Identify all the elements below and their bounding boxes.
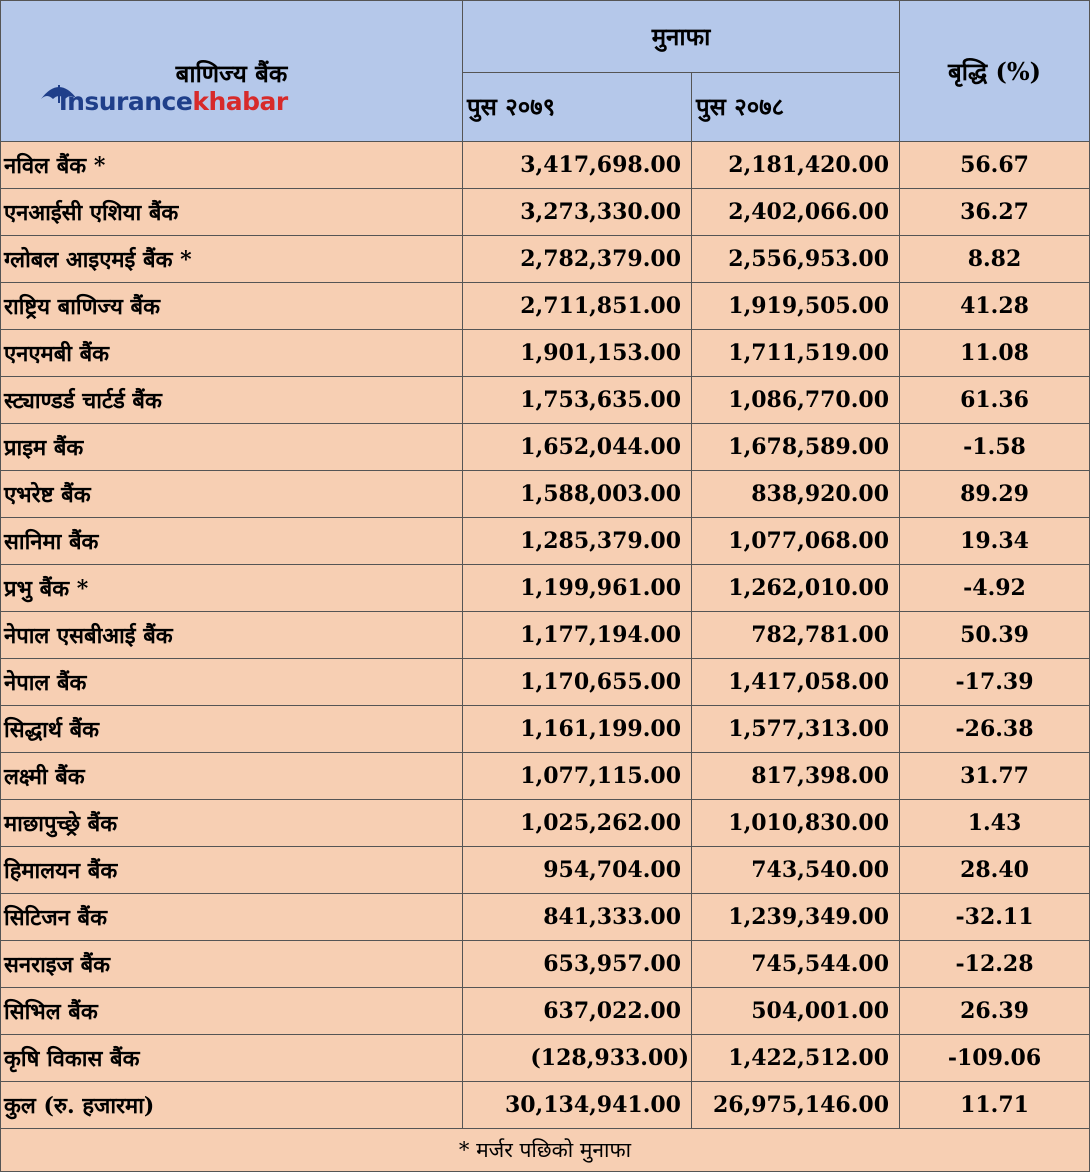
table-row xyxy=(1,941,1090,988)
profit-current-cell: 30,134,941.00 xyxy=(463,1082,692,1129)
bank-name-cell: सिभिल बैंक xyxy=(1,988,463,1035)
profit-previous-cell: 2,181,420.00 xyxy=(692,142,900,189)
table-row xyxy=(1,330,1090,377)
bank-name-cell: एनआईसी एशिया बैंक xyxy=(1,189,463,236)
growth-cell: -12.28 xyxy=(900,941,1090,988)
growth-cell: 26.39 xyxy=(900,988,1090,1035)
table-row xyxy=(1,471,1090,518)
bank-name-cell: नेपाल बैंक xyxy=(1,659,463,706)
profit-current-cell: 841,333.00 xyxy=(463,894,692,941)
profit-current-cell: 3,417,698.00 xyxy=(463,142,692,189)
bank-name-cell: ग्लोबल आइएमई बैंक * xyxy=(1,236,463,283)
profit-previous-cell: 504,001.00 xyxy=(692,988,900,1035)
profit-previous-cell: 1,077,068.00 xyxy=(692,518,900,565)
growth-cell: 50.39 xyxy=(900,612,1090,659)
growth-cell: 11.71 xyxy=(900,1082,1090,1129)
profit-previous-cell: 1,577,313.00 xyxy=(692,706,900,753)
bank-name-cell: कृषि विकास बैंक xyxy=(1,1035,463,1082)
bank-name-cell: सनराइज बैंक xyxy=(1,941,463,988)
profit-previous-cell: 1,262,010.00 xyxy=(692,565,900,612)
profit-previous-cell: 1,678,589.00 xyxy=(692,424,900,471)
profit-current-cell: (128,933.00) xyxy=(463,1035,692,1082)
profit-current-cell: 1,753,635.00 xyxy=(463,377,692,424)
profit-current-cell: 653,957.00 xyxy=(463,941,692,988)
bank-name-cell: नेपाल एसबीआई बैंक xyxy=(1,612,463,659)
profit-previous-cell: 1,010,830.00 xyxy=(692,800,900,847)
profit-previous-cell: 2,402,066.00 xyxy=(692,189,900,236)
profit-previous-cell: 1,919,505.00 xyxy=(692,283,900,330)
footnote: * मर्जर पछिको मुनाफा xyxy=(1,1129,1090,1172)
profit-current-cell: 1,588,003.00 xyxy=(463,471,692,518)
profit-current-cell: 2,782,379.00 xyxy=(463,236,692,283)
table-row xyxy=(1,1035,1090,1082)
growth-cell: -4.92 xyxy=(900,565,1090,612)
profit-current-cell: 3,273,330.00 xyxy=(463,189,692,236)
table-row xyxy=(1,565,1090,612)
profit-previous-cell: 745,544.00 xyxy=(692,941,900,988)
logo-text-khabar: khabar xyxy=(192,87,288,116)
profit-previous-cell: 1,711,519.00 xyxy=(692,330,900,377)
table-row xyxy=(1,189,1090,236)
growth-cell: 11.08 xyxy=(900,330,1090,377)
bank-name-cell: स्ट्याण्डर्ड चार्टर्ड बैंक xyxy=(1,377,463,424)
table-row xyxy=(1,283,1090,330)
profit-previous-cell: 838,920.00 xyxy=(692,471,900,518)
bank-column-title: बाणिज्य बैंक xyxy=(175,59,288,88)
growth-cell: 31.77 xyxy=(900,753,1090,800)
bank-name-cell: कुल (रु. हजारमा) xyxy=(1,1082,463,1129)
profit-previous-cell: 782,781.00 xyxy=(692,612,900,659)
profit-previous-cell: 1,417,058.00 xyxy=(692,659,900,706)
profit-current-cell: 1,077,115.00 xyxy=(463,753,692,800)
profit-current-cell: 1,025,262.00 xyxy=(463,800,692,847)
logo-text-insurance: insurance xyxy=(59,87,193,116)
table-row xyxy=(1,800,1090,847)
bank-name-cell: प्राइम बैंक xyxy=(1,424,463,471)
profit-current-cell: 1,285,379.00 xyxy=(463,518,692,565)
growth-column-header: बृद्धि (%) xyxy=(900,1,1090,142)
table-row xyxy=(1,236,1090,283)
bank-name-cell: हिमालयन बैंक xyxy=(1,847,463,894)
growth-cell: -17.39 xyxy=(900,659,1090,706)
table-body xyxy=(1,142,1090,1129)
table-row xyxy=(1,894,1090,941)
bank-name-cell: लक्ष्मी बैंक xyxy=(1,753,463,800)
profit-current-cell: 2,711,851.00 xyxy=(463,283,692,330)
growth-cell: 89.29 xyxy=(900,471,1090,518)
bank-name-cell: प्रभु बैंक * xyxy=(1,565,463,612)
growth-cell: -109.06 xyxy=(900,1035,1090,1082)
table-row xyxy=(1,847,1090,894)
bank-column-header xyxy=(1,1,463,142)
growth-cell: -32.11 xyxy=(900,894,1090,941)
bank-name-cell: नविल बैंक * xyxy=(1,142,463,189)
profit-group-header: मुनाफा xyxy=(463,1,900,73)
table-row xyxy=(1,706,1090,753)
growth-cell: 19.34 xyxy=(900,518,1090,565)
profit-current-cell: 1,177,194.00 xyxy=(463,612,692,659)
table-row xyxy=(1,753,1090,800)
total-row xyxy=(1,1082,1090,1129)
profit-previous-cell: 1,422,512.00 xyxy=(692,1035,900,1082)
bank-name-cell: एनएमबी बैंक xyxy=(1,330,463,377)
profit-previous-cell: 743,540.00 xyxy=(692,847,900,894)
profit-current-cell: 1,199,961.00 xyxy=(463,565,692,612)
growth-cell: 1.43 xyxy=(900,800,1090,847)
table-row xyxy=(1,142,1090,189)
profit-previous-cell: 1,239,349.00 xyxy=(692,894,900,941)
bank-name-cell: सिद्धार्थ बैंक xyxy=(1,706,463,753)
profit-current-cell: 1,170,655.00 xyxy=(463,659,692,706)
growth-cell: -26.38 xyxy=(900,706,1090,753)
profit-previous-cell: 26,975,146.00 xyxy=(692,1082,900,1129)
bank-name-cell: सानिमा बैंक xyxy=(1,518,463,565)
profit-current-cell: 1,161,199.00 xyxy=(463,706,692,753)
table-row xyxy=(1,659,1090,706)
table-row xyxy=(1,612,1090,659)
table-row xyxy=(1,988,1090,1035)
profit-current-cell: 637,022.00 xyxy=(463,988,692,1035)
bank-name-cell: माछापुच्छ्रे बैंक xyxy=(1,800,463,847)
insurancekhabar-logo xyxy=(39,81,288,121)
bank-name-cell: एभरेष्ट बैंक xyxy=(1,471,463,518)
profit-previous-cell: 2,556,953.00 xyxy=(692,236,900,283)
table-row xyxy=(1,518,1090,565)
profit-previous-cell: 1,086,770.00 xyxy=(692,377,900,424)
table-row xyxy=(1,377,1090,424)
growth-cell: 8.82 xyxy=(900,236,1090,283)
table-row xyxy=(1,424,1090,471)
growth-cell: 61.36 xyxy=(900,377,1090,424)
profit-current-cell: 954,704.00 xyxy=(463,847,692,894)
profit-previous-cell: 817,398.00 xyxy=(692,753,900,800)
growth-cell: 56.67 xyxy=(900,142,1090,189)
growth-cell: 36.27 xyxy=(900,189,1090,236)
growth-cell: 41.28 xyxy=(900,283,1090,330)
bank-name-cell: सिटिजन बैंक xyxy=(1,894,463,941)
year-previous-header: पुस २०७८ xyxy=(692,72,900,142)
profit-current-cell: 1,901,153.00 xyxy=(463,330,692,377)
bank-name-cell: राष्ट्रिय बाणिज्य बैंक xyxy=(1,283,463,330)
growth-cell: 28.40 xyxy=(900,847,1090,894)
profit-current-cell: 1,652,044.00 xyxy=(463,424,692,471)
year-current-header: पुस २०७९ xyxy=(463,72,692,142)
growth-cell: -1.58 xyxy=(900,424,1090,471)
